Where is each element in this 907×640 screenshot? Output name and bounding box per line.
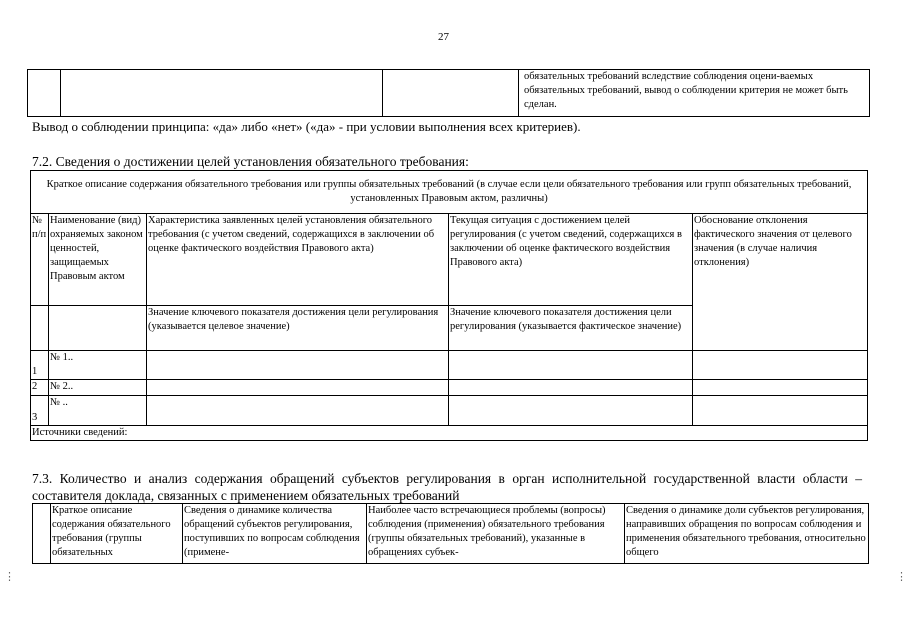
col-values-header: Наименование (вид) охраняемых законом ценностей, защищаемых Правовым актом [49,214,147,306]
criterion-text: обязательных требований вследствие соблюдения оцени-ваемых обязательных требований, вывод о соблюдении критерия не может быть сделан. [519,70,870,117]
page-number: 27 [438,31,449,43]
section-7-3-heading: 7.3. Количество и анализ содержания обращений субъектов регулирования в орган исполнительной государственной власти области – составителя доклада, связанных с применением обязательных требований [32,471,862,503]
col-num-header: № п/п [31,214,49,306]
right-edge-mark: ⋮ [896,571,907,583]
appeals-table [32,503,869,564]
table-row: 1 № 1.. [31,351,868,380]
appeals-col-problems: Наиболее часто встречающиеся проблемы (вопросы) соблюдения (применения) обязательного требования (группы обязательных требований), указанные в обращениях субъек- [367,504,625,564]
table-row [28,70,870,117]
table-row: 3 № .. [31,396,868,426]
col-goals-header: Характеристика заявленных целей установления обязательного требования (с учетом сведений, содержащихся в заключении об оценке фактического воздействия Правового акта) [147,214,449,306]
principle-conclusion: Вывод о соблюдении принципа: «да» либо «нет» («да» - при условии выполнения всех критериев). [32,119,581,134]
col-deviation-header: Обоснование отклонения фактического значения от целевого значения (в случае наличия отклонения) [693,214,868,351]
col-situation-header: Текущая ситуация с достижением целей регулирования (с учетом сведений, содержащихся в заключении об оценке фактического воздействия Правового акта) [449,214,693,306]
table-row: 2 № 2.. [31,380,868,396]
left-edge-mark: ⋮ [4,571,15,583]
continuation-table [27,69,870,117]
sources-row: Источники сведений: [31,426,868,441]
section-7-2-heading: 7.2. Сведения о достижении целей установления обязательного требования: [32,154,469,169]
subcol-target-value: Значение ключевого показателя достижения цели регулирования (указывается целевое значение) [147,306,449,351]
goals-table-header: Краткое описание содержания обязательного требования или группы обязательных требований (в случае если цели обязательного требования или групп обязательных требований, установленных Правовым актом, различны) [31,171,868,214]
subcol-actual-value: Значение ключевого показателя достижения цели регулирования (указывается фактическое значение) [449,306,693,351]
appeals-col-dynamics: Сведения о динамике количества обращений субъектов регулирования, поступивших по вопросам соблюдения (примене- [183,504,367,564]
appeals-col-description: Краткое описание содержания обязательного требования (группы обязательных [51,504,183,564]
goals-table [30,170,868,441]
appeals-col-share: Сведения о динамике доли субъектов регулирования, направивших обращения по вопросам соблюдения и применения обязательного требования, относительно общего [625,504,869,564]
table-row [33,504,869,564]
